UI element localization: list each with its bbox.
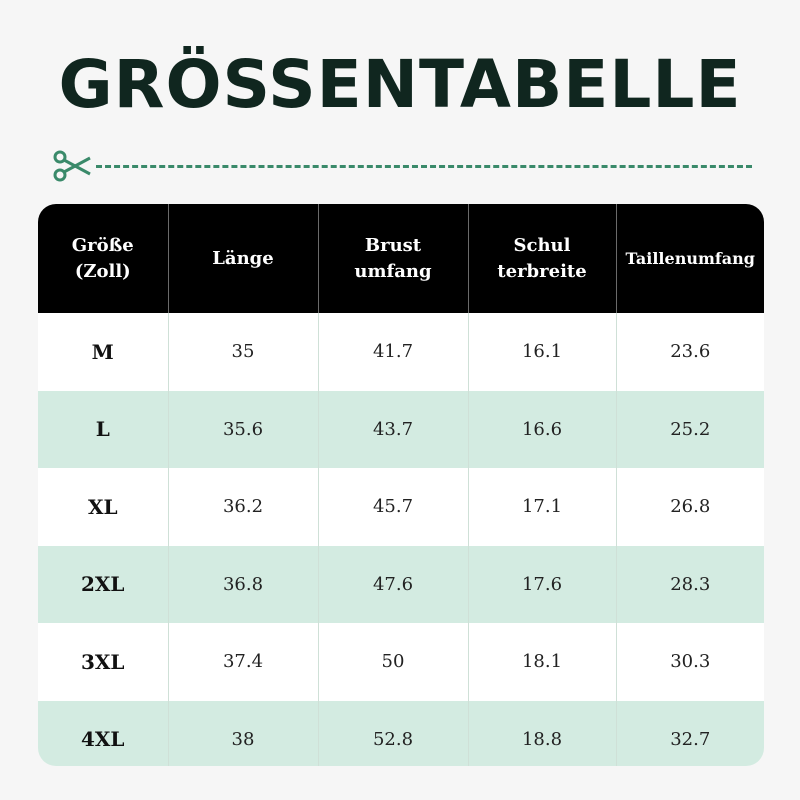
chest-cell: 41.7: [318, 313, 468, 391]
dashed-divider: [96, 165, 752, 168]
size-table: [38, 204, 764, 766]
chest-cell: 43.7: [318, 391, 468, 469]
table-row: [38, 701, 764, 767]
table-header-row: [38, 204, 764, 313]
waist-cell: 26.8: [616, 468, 764, 546]
waist-cell: 23.6: [616, 313, 764, 391]
scissors-icon: [52, 148, 94, 184]
length-cell: 37.4: [168, 623, 318, 701]
size-cell: XL: [38, 468, 168, 546]
length-cell: 35: [168, 313, 318, 391]
shoulder-cell: 18.1: [468, 623, 616, 701]
table-row: [38, 623, 764, 701]
shoulder-cell: 17.1: [468, 468, 616, 546]
page-title: GRÖSSENTABELLE: [58, 46, 742, 123]
waist-cell: 28.3: [616, 546, 764, 624]
header-waist: Taillenumfang: [616, 204, 764, 313]
shoulder-cell: 17.6: [468, 546, 616, 624]
chest-cell: 52.8: [318, 701, 468, 767]
header-shoulder: Schul terbreite: [468, 204, 616, 313]
size-cell: 2XL: [38, 546, 168, 624]
shoulder-cell: 16.6: [468, 391, 616, 469]
length-cell: 35.6: [168, 391, 318, 469]
length-cell: 36.2: [168, 468, 318, 546]
table-row: [38, 468, 764, 546]
cut-line: [52, 148, 752, 184]
length-cell: 36.8: [168, 546, 318, 624]
size-cell: M: [38, 313, 168, 391]
size-cell: 3XL: [38, 623, 168, 701]
length-cell: 38: [168, 701, 318, 767]
waist-cell: 25.2: [616, 391, 764, 469]
size-cell: 4XL: [38, 701, 168, 767]
shoulder-cell: 16.1: [468, 313, 616, 391]
table-row: [38, 313, 764, 391]
size-cell: L: [38, 391, 168, 469]
chest-cell: 45.7: [318, 468, 468, 546]
header-size: Größe (Zoll): [38, 204, 168, 313]
header-chest: Brust umfang: [318, 204, 468, 313]
waist-cell: 30.3: [616, 623, 764, 701]
chest-cell: 47.6: [318, 546, 468, 624]
shoulder-cell: 18.8: [468, 701, 616, 767]
chest-cell: 50: [318, 623, 468, 701]
header-length: Länge: [168, 204, 318, 313]
table-row: [38, 391, 764, 469]
table-row: [38, 546, 764, 624]
waist-cell: 32.7: [616, 701, 764, 767]
